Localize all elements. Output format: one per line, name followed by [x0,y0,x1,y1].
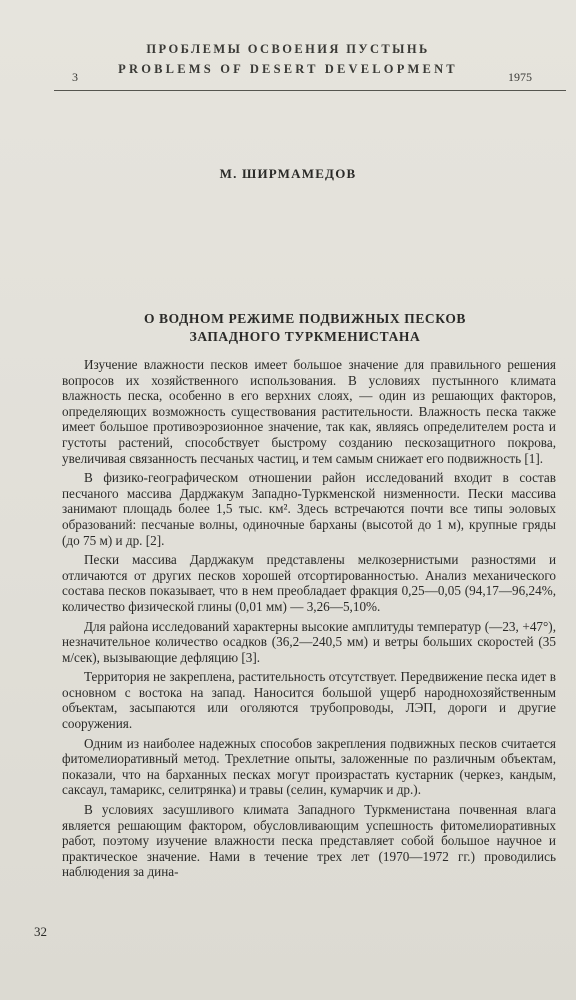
header-rule [54,90,566,91]
article-title-line-2: ЗАПАДНОГО ТУРКМЕНИСТАНА [189,329,421,344]
paragraph: Одним из наиболее надежных способов закрепления подвижных песков считается фитомелиоративный метод. Трехлетние опыты, заложенные по различным объектам, показали, что на барханных песках могут произрастать кустарник (черкез, кандым, саксаул, тамарикс, селитрянка) и травы (селин, кумарчик и др.). [62,735,556,798]
paragraph: В физико-географическом отношении район исследований входит в состав песчаного массива Дарджакум Западно-Туркменской низменности. Пески массива занимают площадь более 1,5 тыс. км². Здесь встречаются почти все типы эоловых образований: песчаные волны, одиночные барханы (высотой до 1 м), крупные гряды (до 75 м) и др. [2]. [62,470,556,548]
issue-number: 3 [72,70,78,84]
paragraph: Изучение влажности песков имеет большое значение для правильного решения вопросов их хозяйственного использования. В условиях пустынного климата влажность песка, особенно в его верхних слоях, — один из решающих факторов, определяющих возможность существования растительности. Влажность песка также имеет большое противоэрозионное значение, так как, являясь определителем роста и густоты растений, способствует быстрому созданию пескозащитного покрова, увеличивая связанность песчаных частиц, и тем самым снижает его подвижность [1]. [62,357,556,466]
paragraph: Территория не закреплена, растительность отсутствует. Передвижение песка идет в основном с востока на запад. Наносится большой ущерб народнохозяйственным объектам, засыпаются или оголяются трубопроводы, ЛЭП, дороги и другие сооружения. [62,669,556,732]
journal-title-ru: ПРОБЛЕМЫ ОСВОЕНИЯ ПУСТЫНЬ [146,42,430,56]
article-author: М. ШИРМАМЕДОВ [219,166,357,181]
publication-year: 1975 [508,70,532,84]
article-title [60,310,550,346]
journal-title-en: PROBLEMS OF DESERT DEVELOPMENT [118,62,458,76]
page-number: 32 [34,924,47,939]
paragraph: В условиях засушливого климата Западного Туркменистана почвенная влага является решающим фактором, обусловливающим успешность фитомелиоративных работ, поэтому изучение влажности песка представляет собой большое научное и практическое значение. Нами в течение трех лет (1970—1972 гг.) проводились наблюдения за дина- [62,802,556,880]
article-title-line-1: О ВОДНОМ РЕЖИМЕ ПОДВИЖНЫХ ПЕСКОВ [143,311,467,326]
paragraph: Для района исследований характерны высокие амплитуды температур (—23, +47°), незначительное количество осадков (36,2—240,5 мм) и ветры больших скоростей (35 м/сек), вызывающие дефляцию [3]. [62,618,556,665]
paragraph: Пески массива Дарджакум представлены мелкозернистыми разностями и отличаются от других песков хорошей отсортированностью. Анализ механического состава песков показывает, что в нем преобладает фракция 0,25—0,05 (94,17—96,24%, количество физической глины (0,01 мм) — 3,26—5,10%. [62,552,556,614]
article-body [62,357,556,884]
